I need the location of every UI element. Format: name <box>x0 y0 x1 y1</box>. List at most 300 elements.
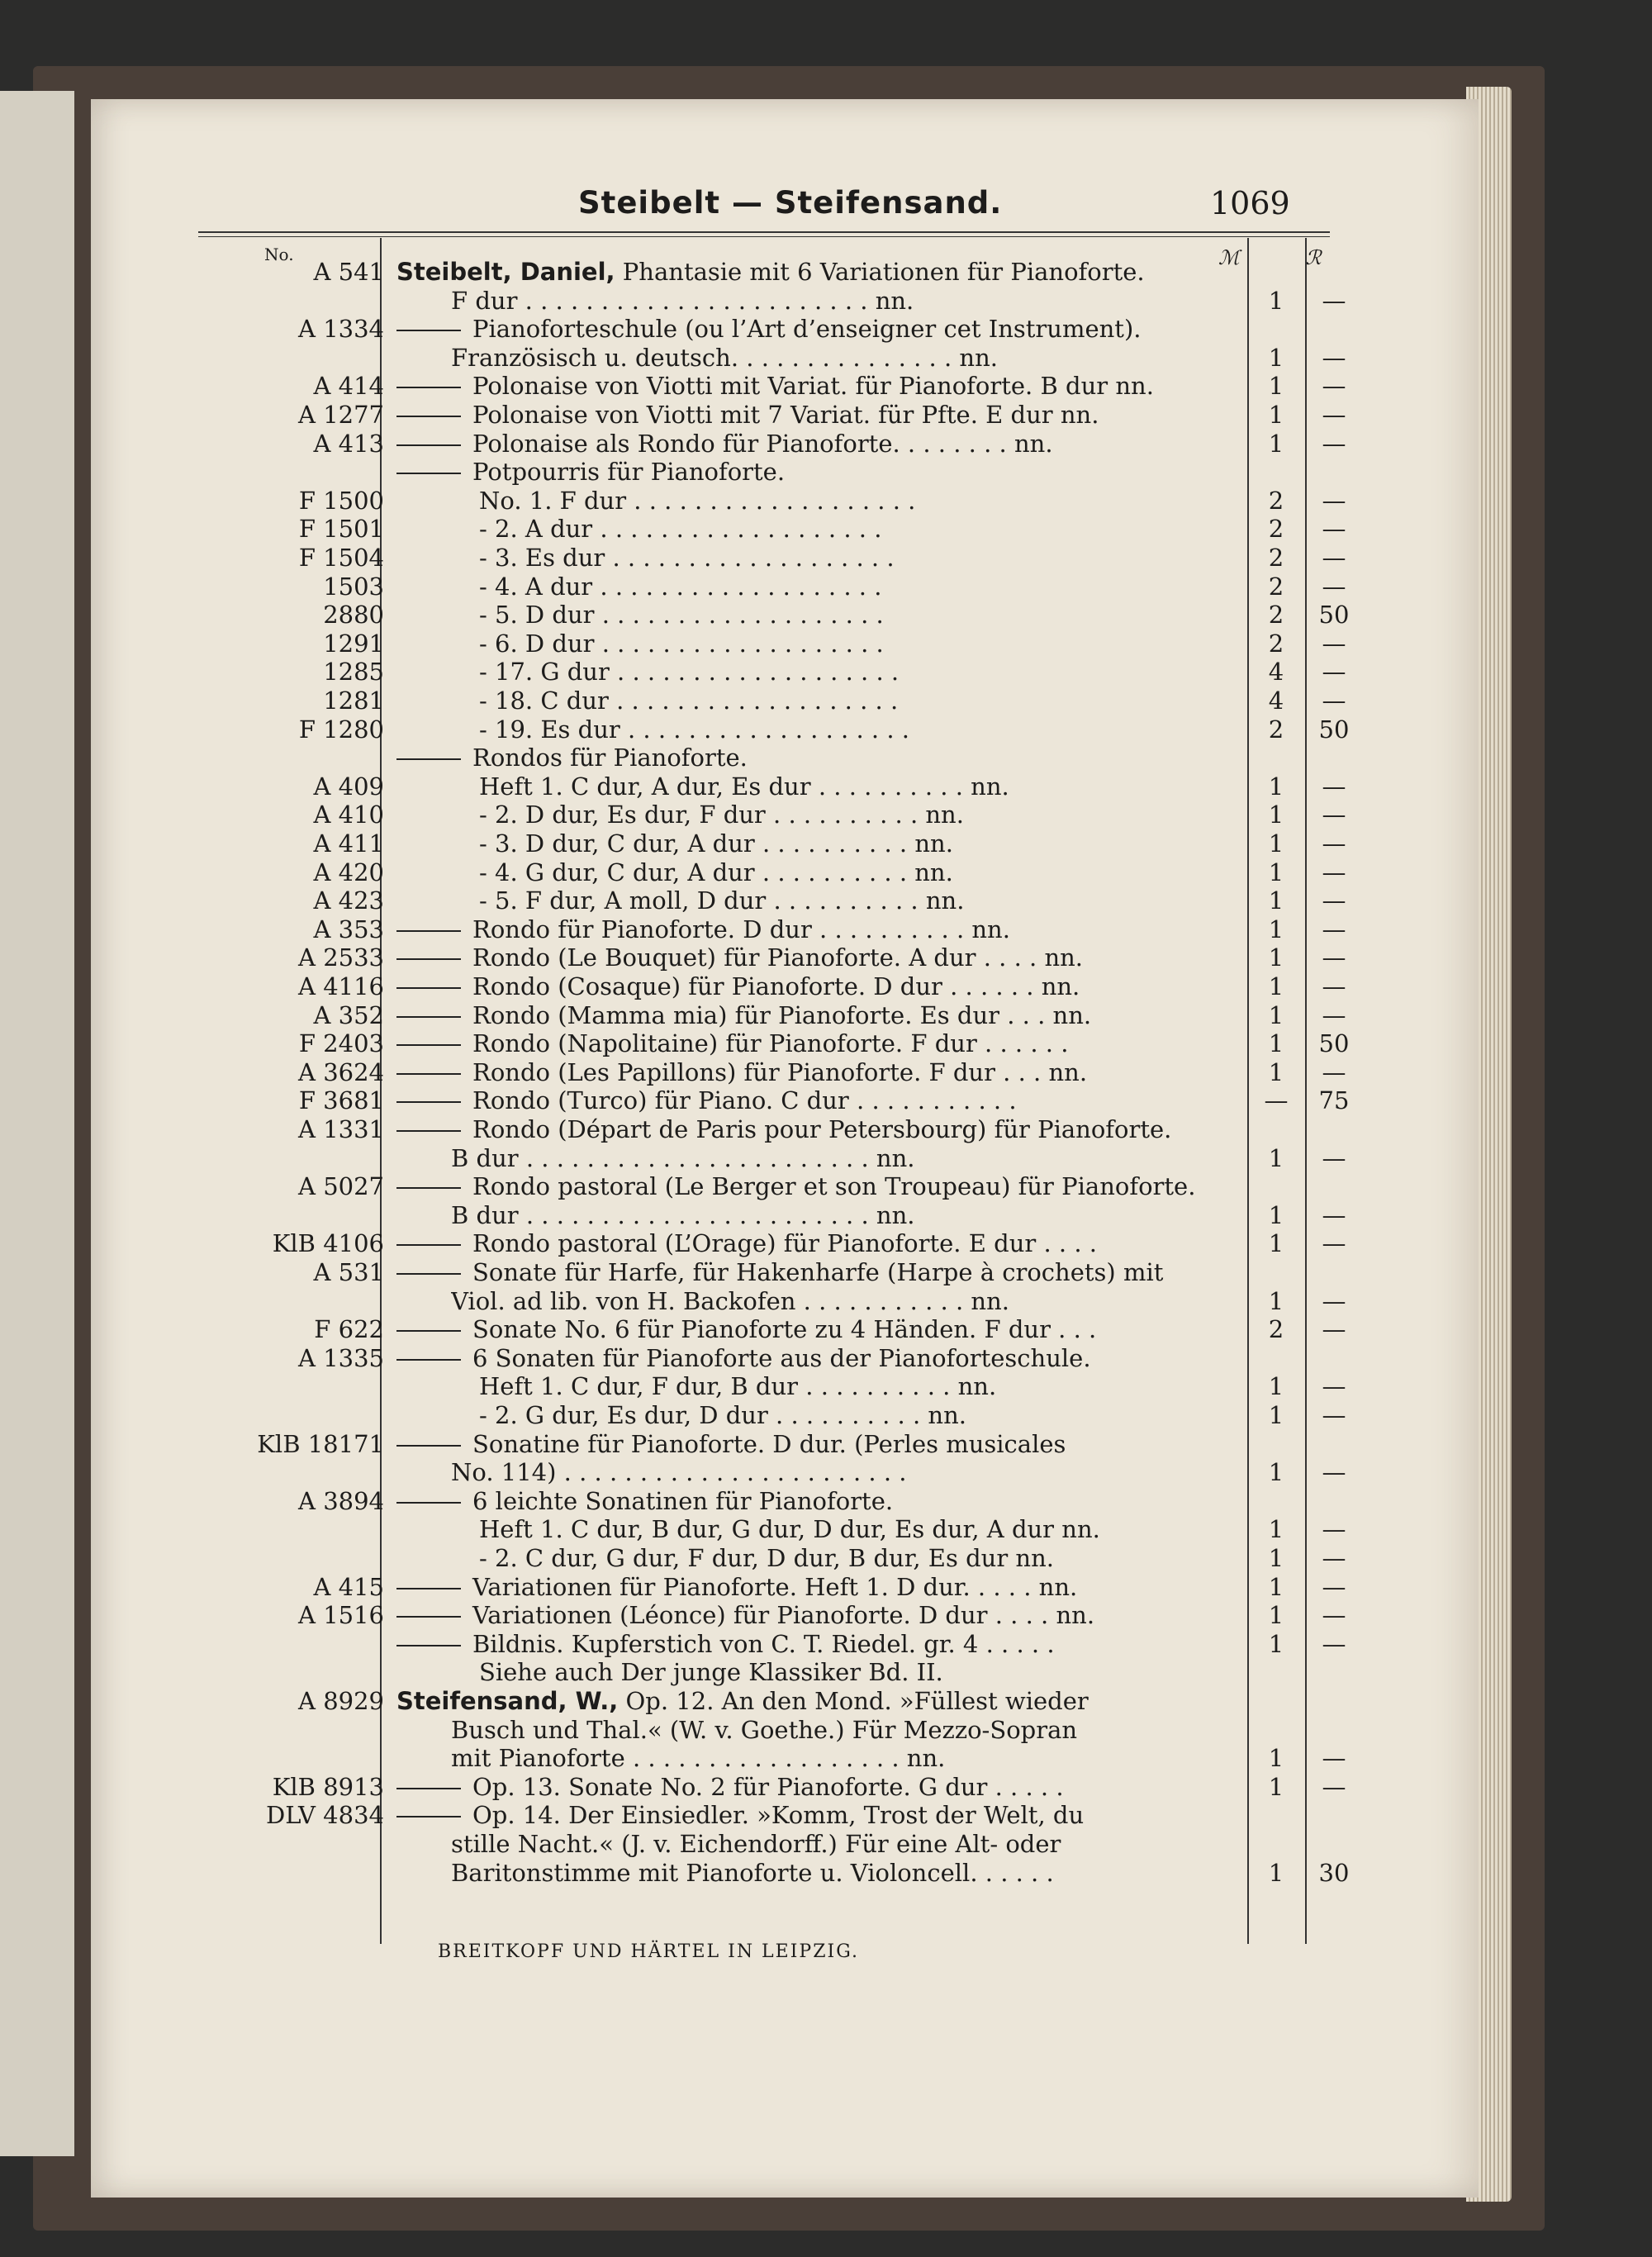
entry-title: - 2. C dur, G dur, F dur, D dur, B dur, Es dur nn. <box>479 1544 1054 1572</box>
price-mark: 4 <box>1268 658 1284 687</box>
entry-title: Potpourris für Pianoforte. <box>472 458 786 487</box>
entry-title: F dur . . . . . . . . . . . . . . . . . . . . . . . nn. <box>451 286 914 315</box>
price-pfennig: — <box>1322 829 1346 858</box>
ditto-dash <box>396 473 461 474</box>
entry-title: Rondo (Mamma mia) für Pianoforte. Es dur . . . nn. <box>472 1000 1092 1029</box>
entry-text <box>396 315 1260 343</box>
entry-title: Rondo (Départ de Paris pour Petersbourg) für Pianoforte. <box>472 1115 1172 1143</box>
catalog-number: KlB 8913 <box>272 1772 384 1801</box>
table-row <box>91 1258 1479 1286</box>
entry-text <box>396 1315 1260 1343</box>
catalog-number: A 3624 <box>298 1057 384 1086</box>
price-mark: 1 <box>1268 801 1284 829</box>
entry-title: Viol. ad lib. von H. Backofen . . . . . . . . . . . nn. <box>451 1286 1010 1315</box>
entry-text <box>479 715 1342 744</box>
header-rule <box>198 231 1330 233</box>
table-row <box>91 1744 1479 1772</box>
ditto-dash <box>396 758 461 760</box>
price-mark: 2 <box>1268 544 1284 572</box>
price-mark: 1 <box>1268 943 1284 972</box>
entry-title: Op. 13. Sonate No. 2 für Pianoforte. G dur . . . . . <box>472 1772 1064 1801</box>
price-pfennig: — <box>1322 1544 1346 1572</box>
ditto-dash <box>396 1130 461 1132</box>
price-mark: 2 <box>1268 486 1284 515</box>
page-title: Steibelt — Steifensand. <box>578 185 1003 221</box>
ditto-dash <box>396 1502 461 1504</box>
price-mark: — <box>1264 1086 1289 1115</box>
ditto-dash <box>396 1330 461 1332</box>
catalog-number: DLV 4834 <box>265 1801 384 1830</box>
price-mark: 1 <box>1268 1029 1284 1058</box>
ditto-dash <box>396 958 461 960</box>
no-column-label: No. <box>264 245 294 264</box>
price-mark: 1 <box>1268 1286 1284 1315</box>
ditto-dash <box>396 387 461 388</box>
entry-title: stille Nacht.« (J. v. Eichendorff.) Für eine Alt- oder <box>451 1830 1061 1858</box>
ditto-dash <box>396 416 461 417</box>
entry-title: Heft 1. C dur, A dur, Es dur . . . . . . . . . . nn. <box>479 772 1009 801</box>
entry-text <box>479 858 1342 886</box>
catalog-number: 1285 <box>323 658 384 687</box>
catalog-number: A 1334 <box>298 315 384 344</box>
entry-text <box>396 258 1260 286</box>
entry-title: - 18. C dur . . . . . . . . . . . . . . . . . . . <box>479 687 899 715</box>
table-row <box>91 1716 1479 1744</box>
price-mark: 1 <box>1268 915 1284 943</box>
price-pfennig: — <box>1322 915 1346 943</box>
table-row <box>91 1544 1479 1572</box>
ditto-dash <box>396 1273 461 1275</box>
table-row <box>91 258 1479 286</box>
entry-title: 6 leichte Sonatinen für Pianoforte. <box>472 1486 894 1515</box>
entry-title: Sonate No. 6 für Pianoforte zu 4 Händen. F dur . . . <box>472 1315 1097 1344</box>
table-row <box>91 1401 1479 1429</box>
entry-title: Rondo (Turco) für Piano. C dur . . . . . . . . . . . <box>472 1086 1017 1115</box>
header-rule-thin <box>198 236 1330 237</box>
entry-title: Sonatine für Pianoforte. D dur. (Perles musicales <box>472 1429 1066 1458</box>
entry-title: Op. 14. Der Einsiedler. »Komm, Trost der Welt, du <box>472 1801 1085 1830</box>
page-number: 1069 <box>1210 185 1290 221</box>
price-mark: 1 <box>1268 1544 1284 1572</box>
ditto-dash <box>396 1073 461 1075</box>
price-pfennig: — <box>1322 1744 1346 1773</box>
price-pfennig: 50 <box>1318 1029 1350 1058</box>
composer-name: Steibelt, Daniel, <box>396 258 615 286</box>
price-pfennig: — <box>1322 858 1346 886</box>
price-pfennig: — <box>1322 772 1346 801</box>
price-pfennig: — <box>1322 544 1346 572</box>
table-row <box>91 943 1479 972</box>
entry-title: Variationen für Pianoforte. Heft 1. D dur. . . . . nn. <box>472 1572 1078 1601</box>
price-pfennig: — <box>1322 658 1346 687</box>
price-mark: 1 <box>1268 286 1284 315</box>
ditto-dash <box>396 1187 461 1189</box>
table-row <box>91 515 1479 543</box>
table-row <box>91 1630 1479 1658</box>
table-row <box>91 601 1479 629</box>
entry-text <box>396 1773 1260 1801</box>
table-row <box>91 1430 1479 1458</box>
table-row <box>91 972 1479 1000</box>
catalog-number: F 622 <box>314 1315 384 1344</box>
catalog-number: 1291 <box>323 629 384 658</box>
price-pfennig: — <box>1322 1229 1346 1258</box>
table-row <box>91 430 1479 458</box>
entry-text <box>396 943 1260 972</box>
entry-title: - 17. G dur . . . . . . . . . . . . . . . . . . . <box>479 658 900 687</box>
left-page-edge <box>0 91 74 2156</box>
catalog-number: F 1280 <box>298 715 384 744</box>
entry-text <box>479 601 1342 629</box>
ditto-dash <box>396 1588 461 1589</box>
price-mark: 1 <box>1268 1572 1284 1601</box>
catalog-number: A 414 <box>313 372 384 401</box>
entry-title: - 4. A dur . . . . . . . . . . . . . . . . . . . <box>479 572 882 601</box>
entry-text <box>396 1086 1260 1114</box>
catalog-number: A 4116 <box>298 972 384 1000</box>
entry-title: - 2. A dur . . . . . . . . . . . . . . . . . . . <box>479 515 882 544</box>
table-row <box>91 1344 1479 1372</box>
entry-title: Sonate für Harfe, für Hakenharfe (Harpe à crochets) mit <box>472 1258 1164 1286</box>
table-row <box>91 372 1479 400</box>
catalog-number: KlB 18171 <box>257 1429 384 1458</box>
catalog-number: 1281 <box>323 687 384 715</box>
entry-text <box>451 1287 1314 1315</box>
table-row <box>91 687 1479 715</box>
price-mark: 1 <box>1268 1601 1284 1630</box>
entry-title: Polonaise von Viotti mit Variat. für Pianoforte. B dur nn. <box>472 372 1154 401</box>
entry-text <box>451 287 1314 315</box>
entry-title: - 2. G dur, Es dur, D dur . . . . . . . . . . nn. <box>479 1401 966 1429</box>
entry-text <box>479 515 1342 543</box>
price-mark: 1 <box>1268 1401 1284 1429</box>
price-pfennig: 50 <box>1318 715 1350 744</box>
catalog-number: A 415 <box>313 1572 384 1601</box>
price-pfennig: — <box>1322 1772 1346 1801</box>
price-mark: 1 <box>1268 1143 1284 1172</box>
price-pfennig: — <box>1322 972 1346 1000</box>
catalog-number: A 409 <box>313 772 384 801</box>
price-mark: 1 <box>1268 972 1284 1000</box>
ditto-dash <box>396 1016 461 1018</box>
entry-title: - 3. Es dur . . . . . . . . . . . . . . . . . . . <box>479 544 895 572</box>
table-row <box>91 1687 1479 1715</box>
entry-text <box>396 1573 1260 1601</box>
table-row <box>91 1229 1479 1257</box>
entry-text <box>479 1372 1342 1400</box>
price-mark: 1 <box>1268 1229 1284 1258</box>
pfennig-column-label: ℛ <box>1305 246 1322 269</box>
entry-title: Rondos für Pianoforte. <box>472 744 748 772</box>
price-pfennig: — <box>1322 1372 1346 1401</box>
table-row <box>91 487 1479 515</box>
price-mark: 1 <box>1268 429 1284 458</box>
table-row <box>91 315 1479 343</box>
entry-title: Siehe auch Der junge Klassiker Bd. II. <box>479 1658 943 1687</box>
price-mark: 1 <box>1268 1744 1284 1773</box>
price-pfennig: — <box>1322 687 1346 715</box>
table-row <box>91 458 1479 486</box>
table-row <box>91 287 1479 315</box>
entry-text <box>396 430 1260 458</box>
entry-title: mit Pianoforte . . . . . . . . . . . . . . . . . . nn. <box>451 1744 946 1773</box>
table-row <box>91 772 1479 801</box>
price-mark: 4 <box>1268 687 1284 715</box>
catalog-number: A 8929 <box>298 1687 384 1715</box>
entry-text <box>396 458 1260 486</box>
price-mark: 1 <box>1268 1000 1284 1029</box>
price-pfennig: — <box>1322 801 1346 829</box>
price-mark: 1 <box>1268 1515 1284 1544</box>
price-mark: 1 <box>1268 1858 1284 1887</box>
entry-title: Rondo (Napolitaine) für Pianoforte. F dur . . . . . . <box>472 1029 1069 1058</box>
ditto-dash <box>396 444 461 446</box>
catalog-number: A 531 <box>313 1258 384 1286</box>
catalog-number: A 352 <box>313 1000 384 1029</box>
ditto-dash <box>396 1044 461 1046</box>
entry-title: Bildnis. Kupferstich von C. T. Riedel. gr. 4 . . . . . <box>472 1629 1055 1658</box>
entry-text <box>396 401 1260 429</box>
entry-title: B dur . . . . . . . . . . . . . . . . . . . . . . . nn. <box>451 1200 915 1229</box>
price-mark: 1 <box>1268 829 1284 858</box>
entry-title: 6 Sonaten für Pianoforte aus der Pianoforteschule. <box>472 1343 1091 1372</box>
price-pfennig: — <box>1322 1057 1346 1086</box>
price-pfennig: — <box>1322 1200 1346 1229</box>
ditto-dash <box>396 930 461 932</box>
entry-text <box>396 1001 1260 1029</box>
entry-title: Rondo für Pianoforte. D dur . . . . . . . . . . nn. <box>472 915 1010 943</box>
entry-text <box>479 658 1342 686</box>
catalog-number: A 541 <box>313 258 384 286</box>
entry-text <box>479 1401 1342 1429</box>
table-row <box>91 1144 1479 1172</box>
price-pfennig: — <box>1322 886 1346 915</box>
price-pfennig: — <box>1322 372 1346 401</box>
entry-text <box>396 372 1260 400</box>
entry-text <box>479 544 1342 572</box>
table-row <box>91 658 1479 686</box>
price-pfennig: — <box>1322 1000 1346 1029</box>
price-pfennig: — <box>1322 286 1346 315</box>
entry-text <box>479 1515 1342 1543</box>
price-pfennig: — <box>1322 486 1346 515</box>
price-mark: 1 <box>1268 343 1284 372</box>
entry-text <box>396 1801 1260 1829</box>
table-row <box>91 1086 1479 1114</box>
entry-title: No. 1. F dur . . . . . . . . . . . . . . . . . . . <box>479 486 916 515</box>
entry-text <box>451 344 1314 372</box>
catalog-number: F 1500 <box>298 486 384 515</box>
price-mark: 1 <box>1268 1458 1284 1487</box>
entry-title: Steibelt, Daniel, Phantasie mit 6 Variationen für Pianoforte. <box>396 258 1145 286</box>
catalog-number: A 3894 <box>298 1486 384 1515</box>
catalog-number: A 420 <box>313 858 384 886</box>
price-mark: 1 <box>1268 1372 1284 1401</box>
table-row <box>91 1830 1479 1858</box>
table-row <box>91 544 1479 572</box>
entry-text <box>451 1458 1314 1486</box>
ditto-dash <box>396 1359 461 1361</box>
table-row <box>91 1487 1479 1515</box>
entry-title: Rondo (Le Bouquet) für Pianoforte. A dur . . . . nn. <box>472 943 1084 972</box>
mark-column-label: ℳ <box>1218 246 1240 269</box>
entry-text <box>479 772 1342 801</box>
entry-text <box>479 687 1342 715</box>
entry-title: - 3. D dur, C dur, A dur . . . . . . . . . . nn. <box>479 829 953 858</box>
entry-text <box>396 744 1260 772</box>
price-mark: 1 <box>1268 858 1284 886</box>
entry-text <box>479 829 1342 858</box>
entry-text <box>479 487 1342 515</box>
entry-title: Polonaise von Viotti mit 7 Variat. für Pfte. E dur nn. <box>472 401 1099 429</box>
entry-text <box>396 972 1260 1000</box>
catalog-number: KlB 4106 <box>272 1229 384 1258</box>
entry-text <box>451 1859 1314 1887</box>
entry-text <box>479 886 1342 915</box>
table-row <box>91 715 1479 744</box>
table-row <box>91 915 1479 943</box>
table-row <box>91 573 1479 601</box>
price-mark: 1 <box>1268 886 1284 915</box>
price-pfennig: — <box>1322 1143 1346 1172</box>
catalog-number: A 2533 <box>298 943 384 972</box>
table-row <box>91 1001 1479 1029</box>
price-pfennig: — <box>1322 1401 1346 1429</box>
table-row <box>91 1773 1479 1801</box>
entry-text <box>396 915 1260 943</box>
ditto-dash <box>396 1645 461 1646</box>
catalog-number: F 3681 <box>298 1086 384 1115</box>
entry-text <box>396 1258 1260 1286</box>
entry-text <box>479 573 1342 601</box>
price-pfennig: — <box>1322 1315 1346 1344</box>
publisher-footer: BREITKOPF UND HÄRTEL IN LEIPZIG. <box>438 1941 859 1962</box>
catalog-number: A 410 <box>313 801 384 829</box>
price-mark: 1 <box>1268 1057 1284 1086</box>
entry-title: Französisch u. deutsch. . . . . . . . . . . . . . . nn. <box>451 343 998 372</box>
entry-text <box>396 1430 1260 1458</box>
entry-text <box>396 1029 1260 1057</box>
catalog-number: A 413 <box>313 429 384 458</box>
price-mark: 2 <box>1268 629 1284 658</box>
entry-title: Variationen (Léonce) für Pianoforte. D dur . . . . nn. <box>472 1601 1095 1630</box>
table-row <box>91 1859 1479 1887</box>
entry-title: Rondo pastoral (Le Berger et son Troupeau) für Pianoforte. <box>472 1172 1196 1201</box>
price-pfennig: — <box>1322 1515 1346 1544</box>
entry-title: Rondo (Cosaque) für Pianoforte. D dur . . . . . . nn. <box>472 972 1080 1000</box>
price-mark: 2 <box>1268 572 1284 601</box>
price-pfennig: 30 <box>1318 1858 1350 1887</box>
catalog-number: 1503 <box>323 572 384 601</box>
catalog-number: A 423 <box>313 886 384 915</box>
table-row <box>91 801 1479 829</box>
entry-title: - 19. Es dur . . . . . . . . . . . . . . . . . . . <box>479 715 910 744</box>
price-pfennig: — <box>1322 515 1346 544</box>
price-mark: 1 <box>1268 372 1284 401</box>
ditto-dash <box>396 1616 461 1618</box>
price-pfennig: — <box>1322 629 1346 658</box>
entry-title: Steifensand, W., Op. 12. An den Mond. »Füllest wieder <box>396 1687 1089 1715</box>
price-pfennig: — <box>1322 429 1346 458</box>
catalog-number: A 353 <box>313 915 384 943</box>
catalog-number: A 411 <box>313 829 384 858</box>
entry-title: Pianoforteschule (ou l’Art d’enseigner cet Instrument). <box>472 315 1142 344</box>
entry-title: Rondo (Les Papillons) für Pianoforte. F dur . . . nn. <box>472 1057 1088 1086</box>
entry-title: Baritonstimme mit Pianoforte u. Violoncell. . . . . . <box>451 1858 1054 1887</box>
price-pfennig: 75 <box>1318 1086 1350 1115</box>
price-mark: 1 <box>1268 1200 1284 1229</box>
entry-text <box>396 1687 1260 1715</box>
entry-title: - 4. G dur, C dur, A dur . . . . . . . . . . nn. <box>479 858 953 886</box>
catalog-number: A 5027 <box>298 1172 384 1201</box>
price-pfennig: — <box>1322 1572 1346 1601</box>
price-pfennig: — <box>1322 1629 1346 1658</box>
price-pfennig: — <box>1322 572 1346 601</box>
entry-title: Rondo pastoral (L’Orage) für Pianoforte. E dur . . . . <box>472 1229 1097 1258</box>
price-mark: 1 <box>1268 401 1284 429</box>
table-row <box>91 1172 1479 1200</box>
price-pfennig: — <box>1322 1286 1346 1315</box>
table-row <box>91 1058 1479 1086</box>
table-row <box>91 1515 1479 1543</box>
entry-title: Busch und Thal.« (W. v. Goethe.) Für Mezzo-Sopran <box>451 1715 1078 1744</box>
price-pfennig: — <box>1322 943 1346 972</box>
ditto-dash <box>396 330 461 331</box>
ditto-dash <box>396 1101 461 1103</box>
catalog-number: A 1516 <box>298 1601 384 1630</box>
entry-text <box>396 1229 1260 1257</box>
composer-name: Steifensand, W., <box>396 1687 619 1715</box>
price-pfennig: — <box>1322 1601 1346 1630</box>
entry-text <box>451 1716 1314 1744</box>
table-row <box>91 1601 1479 1629</box>
price-mark: 2 <box>1268 715 1284 744</box>
table-row <box>91 886 1479 915</box>
entry-text <box>451 1744 1314 1772</box>
table-row <box>91 829 1479 858</box>
catalog-page <box>91 99 1479 2198</box>
ditto-dash <box>396 1816 461 1817</box>
entry-title: Heft 1. C dur, F dur, B dur . . . . . . . . . . nn. <box>479 1372 997 1401</box>
table-row <box>91 858 1479 886</box>
entry-text <box>396 1172 1260 1200</box>
table-row <box>91 1573 1479 1601</box>
price-mark: 1 <box>1268 772 1284 801</box>
entry-title: Polonaise als Rondo für Pianoforte. . . . . . . . nn. <box>472 429 1053 458</box>
table-row <box>91 1315 1479 1343</box>
entry-title: B dur . . . . . . . . . . . . . . . . . . . . . . . nn. <box>451 1143 915 1172</box>
price-pfennig: — <box>1322 401 1346 429</box>
entry-text <box>451 1830 1314 1858</box>
price-pfennig: — <box>1322 343 1346 372</box>
page-header <box>91 185 1479 235</box>
table-row <box>91 1658 1479 1686</box>
entry-text <box>396 1058 1260 1086</box>
price-mark: 1 <box>1268 1629 1284 1658</box>
price-pfennig: — <box>1322 1458 1346 1487</box>
catalog-number: F 1504 <box>298 544 384 572</box>
table-row <box>91 1372 1479 1400</box>
price-mark: 1 <box>1268 1772 1284 1801</box>
price-mark: 2 <box>1268 515 1284 544</box>
table-row <box>91 344 1479 372</box>
table-row <box>91 630 1479 658</box>
table-row <box>91 1458 1479 1486</box>
catalog-number: 2880 <box>323 601 384 630</box>
entry-text <box>479 801 1342 829</box>
entry-text <box>396 1487 1260 1515</box>
entry-title: - 5. D dur . . . . . . . . . . . . . . . . . . . <box>479 601 884 630</box>
